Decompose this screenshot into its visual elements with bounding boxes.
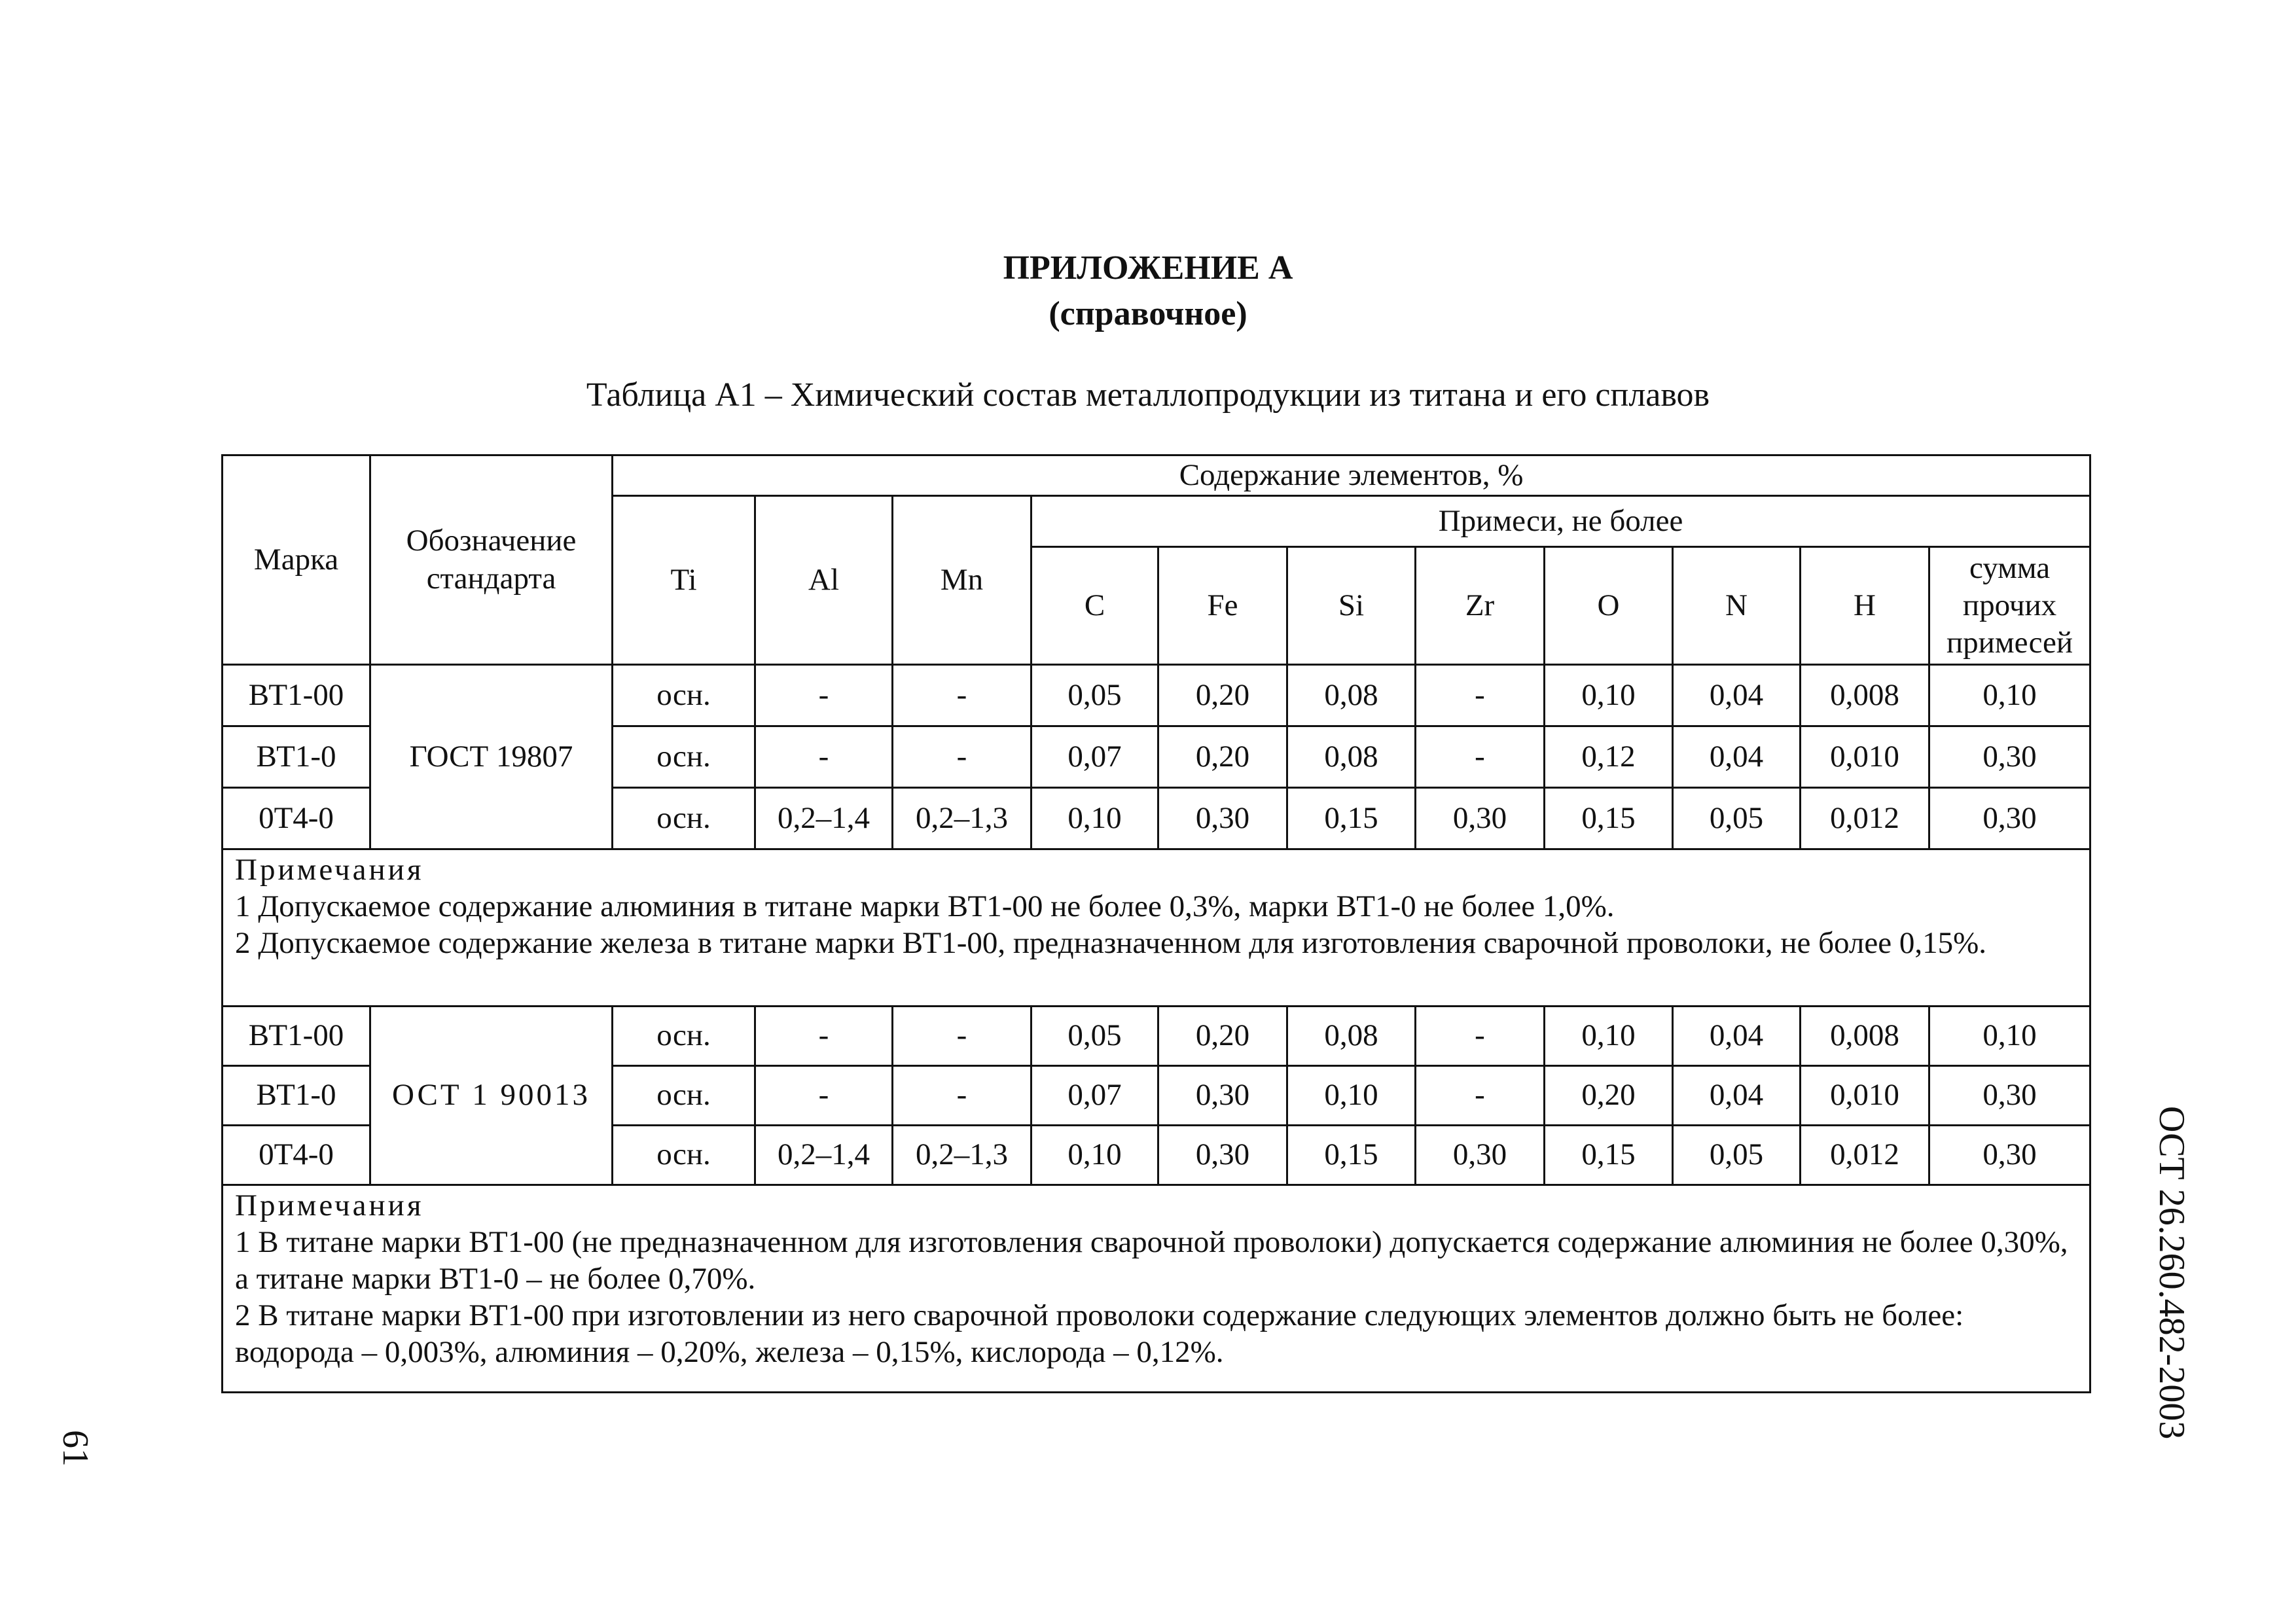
mn-cell: 0,2–1,3 <box>893 788 1031 849</box>
standard-cell-gost: ГОСТ 19807 <box>370 665 613 849</box>
c-cell: 0,07 <box>1031 726 1158 788</box>
ti-cell: осн. <box>613 788 755 849</box>
other-cell: 0,30 <box>1929 1066 2090 1126</box>
header-o: O <box>1545 547 1673 665</box>
n-cell: 0,04 <box>1673 665 1801 726</box>
header-grade: Марка <box>223 455 370 665</box>
header-zr: Zr <box>1416 547 1545 665</box>
n-cell: 0,05 <box>1673 788 1801 849</box>
header-h: H <box>1801 547 1929 665</box>
si-cell: 0,10 <box>1287 1066 1416 1126</box>
al-cell: - <box>755 726 893 788</box>
header-row-1 <box>223 455 2090 496</box>
other-cell: 0,30 <box>1929 1126 2090 1185</box>
c-cell: 0,10 <box>1031 1126 1158 1185</box>
zr-cell: - <box>1416 1007 1545 1066</box>
h-cell: 0,012 <box>1801 1126 1929 1185</box>
n-cell: 0,04 <box>1673 1066 1801 1126</box>
chemical-composition-table <box>221 454 2091 1393</box>
grade-cell: 0Т4-0 <box>223 1126 370 1185</box>
mn-cell: 0,2–1,3 <box>893 1126 1031 1185</box>
o-cell: 0,20 <box>1545 1066 1673 1126</box>
h-cell: 0,012 <box>1801 788 1929 849</box>
grade-cell: ВТ1-0 <box>223 1066 370 1126</box>
notes-ost <box>223 1185 2090 1393</box>
mn-cell: - <box>893 726 1031 788</box>
notes-row <box>223 849 2090 1007</box>
c-cell: 0,10 <box>1031 788 1158 849</box>
zr-cell: 0,30 <box>1416 788 1545 849</box>
ti-cell: осн. <box>613 1007 755 1066</box>
o-cell: 0,15 <box>1545 788 1673 849</box>
notes-row <box>223 1185 2090 1393</box>
header-fe: Fe <box>1158 547 1287 665</box>
si-cell: 0,08 <box>1287 726 1416 788</box>
zr-cell: - <box>1416 1066 1545 1126</box>
h-cell: 0,008 <box>1801 1007 1929 1066</box>
header-impurities: Примеси, не более <box>1031 496 2090 547</box>
fe-cell: 0,30 <box>1158 1066 1287 1126</box>
fe-cell: 0,20 <box>1158 665 1287 726</box>
zr-cell: - <box>1416 665 1545 726</box>
zr-cell: - <box>1416 726 1545 788</box>
fe-cell: 0,30 <box>1158 1126 1287 1185</box>
ti-cell: осн. <box>613 1066 755 1126</box>
notes-title: Примечания <box>235 853 424 887</box>
al-cell: 0,2–1,4 <box>755 788 893 849</box>
mn-cell: - <box>893 665 1031 726</box>
ti-cell: осн. <box>613 726 755 788</box>
si-cell: 0,15 <box>1287 788 1416 849</box>
notes-gost <box>223 849 2090 1007</box>
o-cell: 0,10 <box>1545 1007 1673 1066</box>
appendix-subtitle: (справочное) <box>1049 295 1247 332</box>
si-cell: 0,08 <box>1287 1007 1416 1066</box>
other-cell: 0,30 <box>1929 726 2090 788</box>
other-cell: 0,30 <box>1929 788 2090 849</box>
o-cell: 0,15 <box>1545 1126 1673 1185</box>
o-cell: 0,12 <box>1545 726 1673 788</box>
header-standard: Обозначение стандарта <box>370 455 613 665</box>
document-designation: ОСТ 26.260.482-2003 <box>2151 1106 2192 1440</box>
other-cell: 0,10 <box>1929 665 2090 726</box>
al-cell: 0,2–1,4 <box>755 1126 893 1185</box>
header-c: C <box>1031 547 1158 665</box>
n-cell: 0,04 <box>1673 726 1801 788</box>
header-si: Si <box>1287 547 1416 665</box>
c-cell: 0,05 <box>1031 665 1158 726</box>
fe-cell: 0,30 <box>1158 788 1287 849</box>
n-cell: 0,05 <box>1673 1126 1801 1185</box>
c-cell: 0,05 <box>1031 1007 1158 1066</box>
header-content: Содержание элементов, % <box>613 455 2090 496</box>
notes-title: Примечания <box>235 1188 424 1222</box>
zr-cell: 0,30 <box>1416 1126 1545 1185</box>
appendix-title: ПРИЛОЖЕНИЕ А <box>1003 249 1293 287</box>
h-cell: 0,010 <box>1801 726 1929 788</box>
n-cell: 0,04 <box>1673 1007 1801 1066</box>
standard-cell-ost: ОСТ 1 90013 <box>370 1007 613 1185</box>
note-item: 1 Допускаемое содержание алюминия в титане марки ВТ1-00 не более 0,3%, марки ВТ1-0 не более 1,0%. <box>235 889 1615 923</box>
table-row <box>223 1007 2090 1066</box>
grade-cell: ВТ1-00 <box>223 665 370 726</box>
o-cell: 0,10 <box>1545 665 1673 726</box>
other-cell: 0,10 <box>1929 1007 2090 1066</box>
grade-cell: ВТ1-0 <box>223 726 370 788</box>
h-cell: 0,010 <box>1801 1066 1929 1126</box>
si-cell: 0,15 <box>1287 1126 1416 1185</box>
page-number: 61 <box>55 1430 96 1467</box>
note-item: 2 Допускаемое содержание железа в титане марки ВТ1-00, предназначенном для изготовления сварочной проволоки, не более 0,15%. <box>235 926 1986 960</box>
c-cell: 0,07 <box>1031 1066 1158 1126</box>
al-cell: - <box>755 1066 893 1126</box>
header-n: N <box>1673 547 1801 665</box>
fe-cell: 0,20 <box>1158 1007 1287 1066</box>
h-cell: 0,008 <box>1801 665 1929 726</box>
table-row <box>223 665 2090 726</box>
mn-cell: - <box>893 1007 1031 1066</box>
header-ti: Ti <box>613 496 755 665</box>
table-caption: Таблица А1 – Химический состав металлопродукции из титана и его сплавов <box>586 376 1710 414</box>
header-mn: Mn <box>893 496 1031 665</box>
grade-cell: ВТ1-00 <box>223 1007 370 1066</box>
appendix-heading <box>0 245 2296 337</box>
si-cell: 0,08 <box>1287 665 1416 726</box>
note-item: 1 В титане марки ВТ1-00 (не предназначенном для изготовления сварочной проволоки) допускается содержание алюминия не более 0,30%, а титане марки ВТ1-0 – не более 0,70%. <box>235 1225 2068 1296</box>
al-cell: - <box>755 665 893 726</box>
al-cell: - <box>755 1007 893 1066</box>
header-al: Al <box>755 496 893 665</box>
fe-cell: 0,20 <box>1158 726 1287 788</box>
note-item: 2 В титане марки ВТ1-00 при изготовлении из него сварочной проволоки содержание следующих элементов должно быть не более: водорода – 0,003%, алюминия – 0,20%, железа – 0,15%, кислорода – 0,12%. <box>235 1298 1964 1369</box>
ti-cell: осн. <box>613 665 755 726</box>
grade-cell: 0Т4-0 <box>223 788 370 849</box>
mn-cell: - <box>893 1066 1031 1126</box>
header-other-impurities: сумма прочих примесей <box>1929 547 2090 665</box>
ti-cell: осн. <box>613 1126 755 1185</box>
